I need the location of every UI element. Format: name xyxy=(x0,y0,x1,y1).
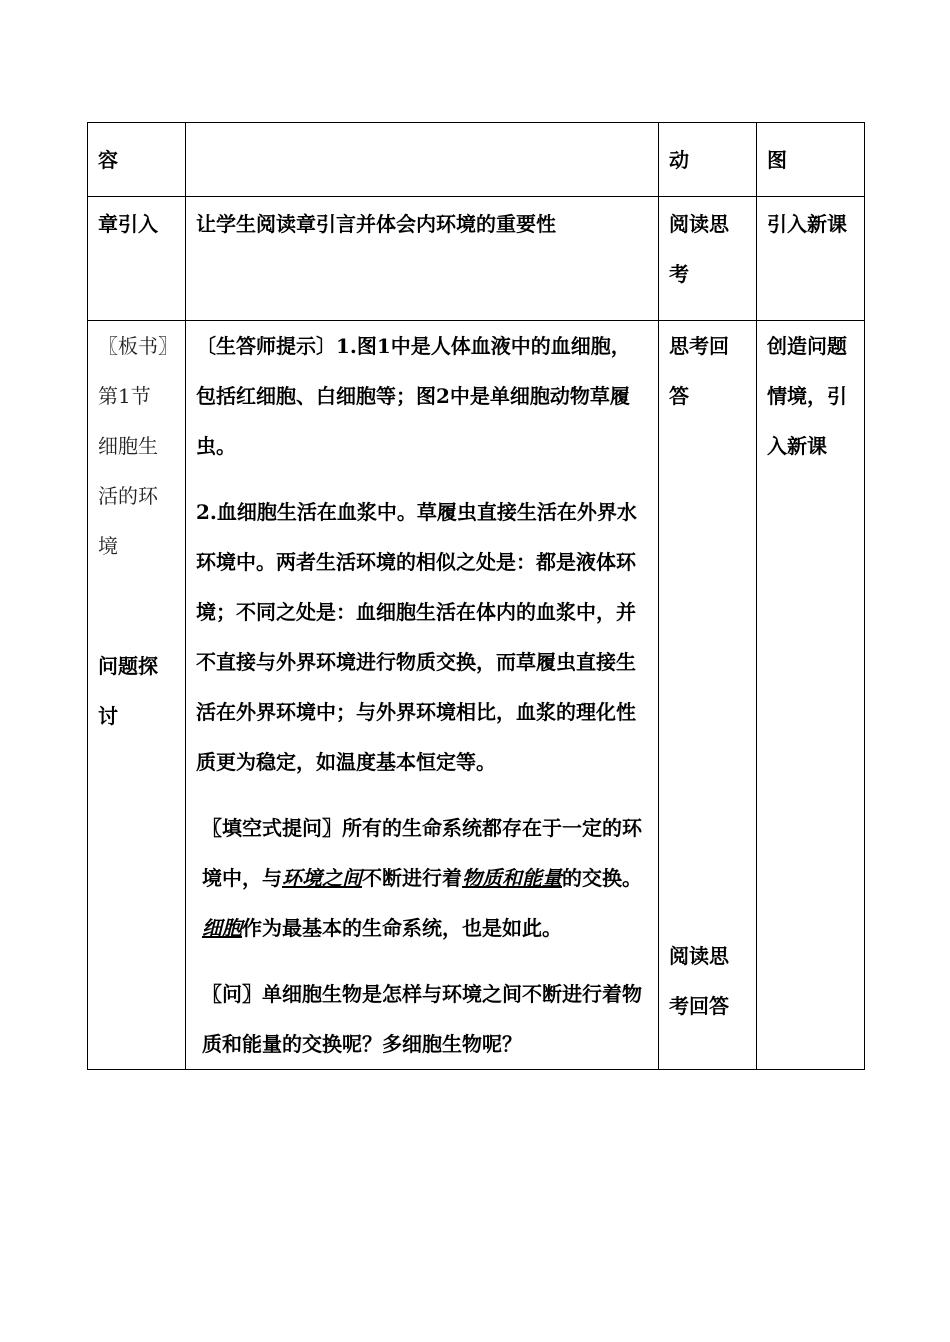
main-process-cell xyxy=(186,321,659,1070)
lesson-plan-table xyxy=(87,122,865,1070)
paragraph-4: 〖问〗单细胞生物是怎样与环境之间不断进行着物质和能量的交换呢？多细胞生物呢？ xyxy=(202,982,642,1056)
header-process xyxy=(186,123,659,197)
header-content: 容 xyxy=(88,123,186,197)
intro-process: 让学生阅读章引言并体会内环境的重要性 xyxy=(186,197,659,321)
intro-row xyxy=(88,197,865,321)
main-content-cell xyxy=(88,321,186,1070)
main-row xyxy=(88,321,865,1070)
blank-environment: 环境之间 xyxy=(282,866,362,890)
activity-think-answer: 思考回答 xyxy=(669,334,729,408)
header-row xyxy=(88,123,865,197)
intro-content: 章引入 xyxy=(88,197,186,321)
intro-activity: 阅读思考 xyxy=(659,197,757,321)
header-intent: 图 xyxy=(757,123,865,197)
topic-label: 问题探讨 xyxy=(98,654,158,728)
paragraph-3: 〖填空式提问〗所有的生命系统都存在于一定的环境中，与环境之间不断进行着物质和能量的交换。细胞作为最基本的生命系统，也是如此。 xyxy=(202,816,642,940)
intro-intent: 引入新课 xyxy=(757,197,865,321)
paragraph-1: 〔生答师提示〕1.图1中是人体血液中的血细胞，包括红细胞、白细胞等；图2中是单细胞动物草履虫。 xyxy=(196,334,631,458)
activity-read-think-answer: 阅读思考回答 xyxy=(669,944,729,1018)
main-activity-cell xyxy=(659,321,757,1070)
board-title: 〖板书〗第1节 细胞生活的环境 xyxy=(98,334,168,558)
header-activity: 动 xyxy=(659,123,757,197)
main-intent-cell: 创造问题情境，引入新课 xyxy=(757,321,865,1070)
blank-cell: 细胞 xyxy=(202,916,242,940)
blank-matter-energy: 物质和能量 xyxy=(462,866,562,890)
paragraph-2: 2.血细胞生活在血浆中。草履虫直接生活在外界水环境中。两者生活环境的相似之处是：都是液体环境；不同之处是：血细胞生活在体内的血浆中，并不直接与外界环境进行物质交换，而草履虫直接生活在外界环境中；与外界环境相比，血浆的理化性质更为稳定，如温度基本恒定等。 xyxy=(196,500,637,774)
